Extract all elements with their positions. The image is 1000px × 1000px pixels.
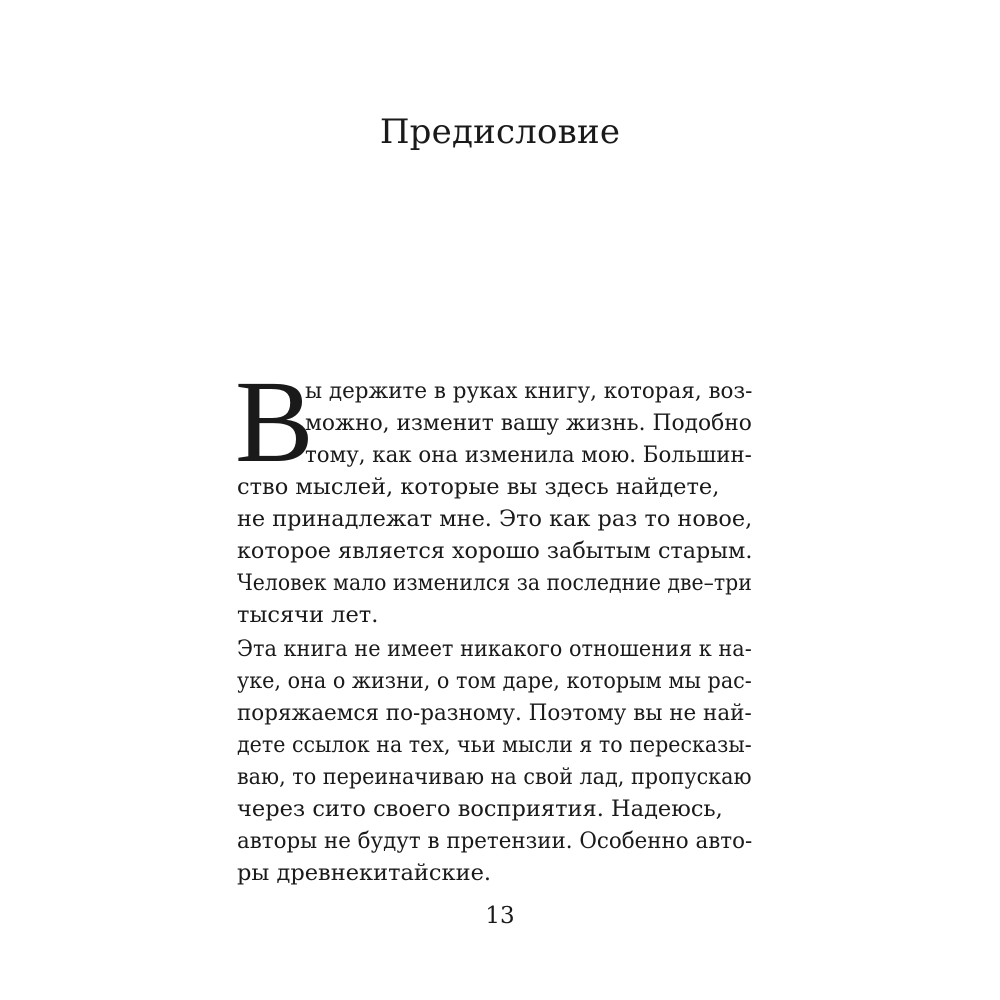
text-line: ы держите в руках книгу, которая, воз- (305, 378, 753, 404)
text-line: дете ссылок на тех, чьи мысли я то пересказы- (237, 732, 752, 758)
text-line: не принадлежат мне. Это как раз то новое, (237, 506, 753, 532)
text-line: тысячи лет. (237, 602, 379, 628)
text-line: Человек мало изменился за последние две–три (237, 570, 752, 596)
text-line: можно, изменит вашу жизнь. Подобно (305, 410, 752, 436)
text-line: ство мыслей, которые вы здесь найдете, (237, 474, 720, 500)
text-line: уке, она о жизни, о том даре, которым мы рас- (237, 668, 752, 694)
chapter-title: Предисловие (379, 112, 621, 152)
text-line: которое является хорошо забытым старым. (237, 538, 753, 564)
text-line: тому, как она изменила мою. Большин- (305, 442, 752, 468)
text-line: поряжаемся по-разному. Поэтому вы не най- (237, 700, 752, 726)
text-line: авторы не будут в претензии. Особенно авто- (237, 828, 753, 854)
text-line: ры древнекитайские. (237, 860, 492, 886)
page-number: 13 (485, 903, 515, 929)
text-line: через сито своего восприятия. Надеюсь, (237, 796, 723, 822)
drop-cap: В (235, 356, 314, 487)
text-line: ваю, то переиначиваю на свой лад, пропускаю (237, 764, 752, 790)
text-line: Эта книга не имеет никакого отношения к на- (237, 636, 752, 662)
